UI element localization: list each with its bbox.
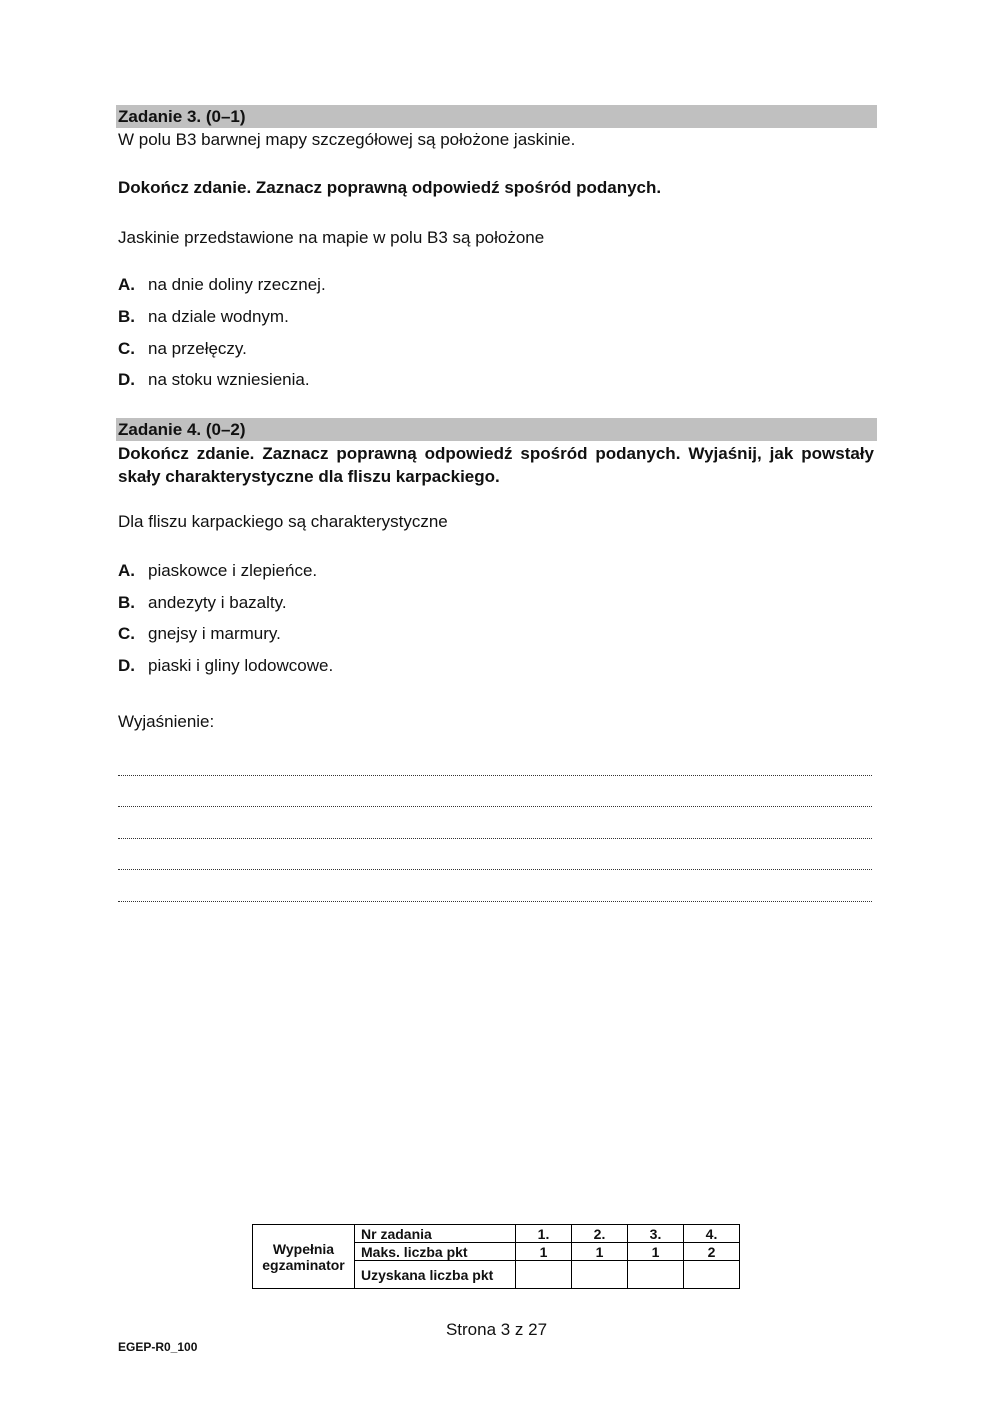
task-3-instruction: Dokończ zdanie. Zaznacz poprawną odpowiedź spośród podanych. bbox=[118, 178, 662, 197]
explanation-label: Wyjaśnienie: bbox=[118, 712, 215, 731]
task-number-3: 3. bbox=[628, 1225, 684, 1243]
score-table bbox=[252, 1224, 740, 1289]
task-3-option-a[interactable] bbox=[118, 274, 326, 296]
page-number: Strona 3 z 27 bbox=[445, 1320, 548, 1339]
task-3-intro: W polu B3 barwnej mapy szczegółowej są położone jaskinie. bbox=[118, 130, 576, 149]
answer-line-3[interactable] bbox=[118, 838, 872, 839]
task-4-stem: Dla fliszu karpackiego są charakterystyczne bbox=[118, 512, 448, 531]
task-3-option-c[interactable] bbox=[118, 338, 247, 360]
obtained-points-4[interactable] bbox=[684, 1261, 740, 1289]
answer-line-4[interactable] bbox=[118, 869, 872, 870]
obtained-points-3[interactable] bbox=[628, 1261, 684, 1289]
option-text: andezyty i bazalty. bbox=[148, 593, 287, 612]
task-number-4: 4. bbox=[684, 1225, 740, 1243]
task-3-stem: Jaskinie przedstawione na mapie w polu B3 są położone bbox=[118, 228, 545, 247]
task-4-option-d[interactable] bbox=[118, 655, 333, 677]
option-letter: A. bbox=[118, 561, 135, 580]
task-3-option-d[interactable] bbox=[118, 369, 310, 391]
option-letter: C. bbox=[118, 339, 135, 358]
option-text: na dziale wodnym. bbox=[148, 307, 289, 326]
option-text: piaski i gliny lodowcowe. bbox=[148, 656, 334, 675]
obtained-points-2[interactable] bbox=[572, 1261, 628, 1289]
task-4-header: Zadanie 4. (0–2) bbox=[116, 418, 877, 441]
option-letter: D. bbox=[118, 656, 135, 675]
task-number-1: 1. bbox=[516, 1225, 572, 1243]
answer-line-5[interactable] bbox=[118, 901, 872, 902]
row-label-obtained-points: Uzyskana liczba pkt bbox=[355, 1261, 516, 1289]
option-letter: A. bbox=[118, 275, 135, 294]
task-4-option-a[interactable] bbox=[118, 560, 317, 582]
option-text: na przełęczy. bbox=[148, 339, 247, 358]
option-letter: C. bbox=[118, 624, 135, 643]
max-points-1: 1 bbox=[516, 1243, 572, 1261]
task-3-header: Zadanie 3. (0–1) bbox=[116, 105, 877, 128]
answer-line-1[interactable] bbox=[118, 775, 872, 776]
task-4-instruction: Dokończ zdanie. Zaznacz poprawną odpowiedź spośród podanych. Wyjaśnij, jak powstały skały charakterystyczne dla fliszu karpackiego. bbox=[118, 444, 874, 486]
option-letter: B. bbox=[118, 593, 135, 612]
table-row bbox=[253, 1225, 740, 1243]
obtained-points-1[interactable] bbox=[516, 1261, 572, 1289]
option-text: piaskowce i zlepieńce. bbox=[148, 561, 318, 580]
row-label-task-number: Nr zadania bbox=[355, 1225, 516, 1243]
exam-code: EGEP-R0_100 bbox=[118, 1340, 198, 1354]
task-4-option-c[interactable] bbox=[118, 623, 281, 645]
max-points-4: 2 bbox=[684, 1243, 740, 1261]
option-text: na dnie doliny rzecznej. bbox=[148, 275, 326, 294]
task-4-option-b[interactable] bbox=[118, 592, 287, 614]
examiner-label: Wypełnia egzaminator bbox=[253, 1225, 355, 1289]
task-number-2: 2. bbox=[572, 1225, 628, 1243]
option-text: na stoku wzniesienia. bbox=[148, 370, 310, 389]
option-letter: D. bbox=[118, 370, 135, 389]
max-points-2: 1 bbox=[572, 1243, 628, 1261]
row-label-max-points: Maks. liczba pkt bbox=[355, 1243, 516, 1261]
option-letter: B. bbox=[118, 307, 135, 326]
max-points-3: 1 bbox=[628, 1243, 684, 1261]
task-3-option-b[interactable] bbox=[118, 306, 289, 328]
answer-line-2[interactable] bbox=[118, 806, 872, 807]
option-text: gnejsy i marmury. bbox=[148, 624, 281, 643]
